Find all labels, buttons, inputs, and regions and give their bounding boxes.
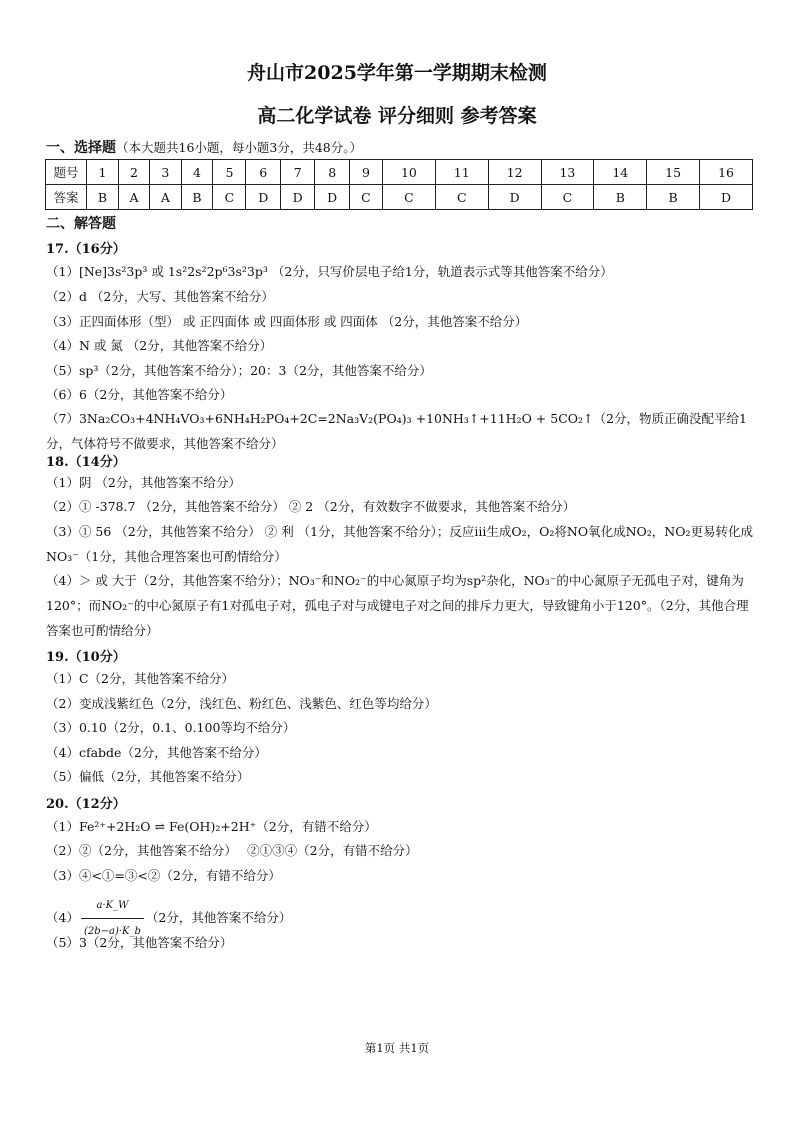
answer-cell: C (213, 185, 246, 210)
question-number: 8 (315, 160, 349, 185)
q19-answer-5: （5）偏低（2分，其他答案不给分） (46, 769, 250, 784)
answer-table-row-label: 答案 (46, 185, 87, 210)
q20-heading: 20.（12分） (46, 797, 126, 812)
document-title: 舟山市2025学年第一学期期末检测 (247, 62, 547, 84)
q17-answer-6: （6）6（2分，其他答案不给分） (46, 387, 233, 402)
answer-table (45, 159, 753, 210)
answer-table-answer-row (46, 185, 753, 210)
q19-heading: 19.（10分） (46, 650, 126, 665)
q19-answer-4: （4）cfabde（2分，其他答案不给分） (46, 745, 267, 760)
fraction-numerator: a·K_W (81, 893, 144, 919)
question-number: 7 (280, 160, 314, 185)
answer-cell: D (315, 185, 349, 210)
q18-answer-2: （2）① -378.7 （2分，其他答案不给分） ② 2 （2分，有效数字不做要求，其他答案不给分） (46, 499, 576, 514)
answer-table-row-label: 题号 (46, 160, 87, 185)
question-number: 3 (150, 160, 181, 185)
section1-note: （本大题共16小题，每小题3分，共48分。） (116, 140, 363, 155)
question-number: 2 (118, 160, 149, 185)
q17-answer-7: （7）3Na₂CO₃+4NH₄VO₃+6NH₄H₂PO₄+2C=2Na₃V₂(PO₄)₃ +10NH₃↑+11H₂O + 5CO₂↑（2分，物质正确没配平给1分，气体符号不做要求，其他答案不给分） (46, 411, 747, 451)
q20-answer-5: （5）3（2分，其他答案不给分） (46, 935, 233, 950)
answer-table-number-row (46, 160, 753, 185)
q17-answer-5: （5）sp³（2分，其他答案不给分）；20：3（2分，其他答案不给分） (46, 363, 432, 378)
question-number: 14 (594, 160, 647, 185)
answer-cell: A (150, 185, 181, 210)
page-footer: 第1页 共1页 (364, 1041, 430, 1055)
question-number: 4 (181, 160, 213, 185)
document-subtitle: 高二化学试卷 评分细则 参考答案 (257, 105, 537, 127)
q20-answer-1 (46, 814, 756, 839)
question-number: 9 (349, 160, 382, 185)
q19-answer-3: （3）0.10（2分，0.1、0.100等均不给分） (46, 720, 296, 735)
equilibrium-arrow-icon: ⇌ (154, 819, 166, 834)
question-number: 1 (87, 160, 119, 185)
q17-heading: 17.（16分） (46, 242, 126, 257)
q20-answer-3: （3）④<①=③<②（2分，有错不给分） (46, 868, 281, 883)
q17-answer-2: （2）d （2分，大写、其他答案不给分） (46, 289, 274, 304)
q20-answer-4-prefix: （4） (46, 910, 79, 925)
q17-answer-1: （1）[Ne]3s²3p³ 或 1s²2s²2p⁶3s²3p³ （2分，只写价层电子给1分，轨道表示式等其他答案不给分） (46, 264, 613, 279)
answer-cell: D (280, 185, 314, 210)
q17-answer-4: （4）N 或 氮 （2分，其他答案不给分） (46, 338, 273, 353)
q20-answer-1-left: （1）Fe²⁺+2H₂O (46, 819, 151, 834)
answer-cell: B (181, 185, 213, 210)
answer-cell: B (87, 185, 119, 210)
answer-cell: C (349, 185, 382, 210)
q20-answer-2: （2）②（2分，其他答案不给分） ②①③④（2分，有错不给分） (46, 843, 418, 858)
question-number: 5 (213, 160, 246, 185)
q17-answer-3: （3）正四面体形（型） 或 正四面体 或 四面体形 或 四面体 （2分，其他答案不给分） (46, 314, 528, 329)
question-number: 15 (647, 160, 700, 185)
section2-heading: 二、解答题 (46, 216, 116, 232)
section1-heading-text: 一、选择题 (46, 140, 116, 156)
q19-answer-2: （2）变成浅紫红色（2分，浅红色、粉红色、浅紫色、红色等均给分） (46, 696, 437, 711)
section1-heading (46, 137, 362, 157)
answer-cell: B (647, 185, 700, 210)
question-number: 10 (382, 160, 435, 185)
question-number: 16 (700, 160, 753, 185)
answer-cell: C (382, 185, 435, 210)
q20-answer-4-suffix: （2分，其他答案不给分） (145, 910, 292, 925)
question-number: 13 (541, 160, 594, 185)
q18-answer-3: （3）① 56 （2分，其他答案不给分） ② 利 （1分，其他答案不给分）；反应iii生成O₂，O₂将NO氧化成NO₂，NO₂更易转化成NO₃⁻（1分，其他合理答案也可酌情给分） (46, 524, 753, 564)
answer-cell: A (118, 185, 149, 210)
answer-cell: D (700, 185, 753, 210)
answer-cell: B (594, 185, 647, 210)
question-number: 12 (488, 160, 541, 185)
answer-cell: C (435, 185, 488, 210)
question-number: 11 (435, 160, 488, 185)
answer-cell: D (488, 185, 541, 210)
q20-answer-1-right: Fe(OH)₂+2H⁺（2分，有错不给分） (169, 819, 377, 834)
answer-cell: C (541, 185, 594, 210)
q18-answer-1: （1）阴 （2分，其他答案不给分） (46, 475, 241, 490)
q18-heading: 18.（14分） (46, 455, 126, 470)
answer-cell: D (246, 185, 280, 210)
q18-answer-4: （4）＞ 或 大于（2分，其他答案不给分）；NO₃⁻和NO₂⁻的中心氮原子均为sp²杂化，NO₃⁻的中心氮原子无孤电子对，键角为120°；而NO₂⁻的中心氮原子有1对孤电子对，孤电子对与成键电子对之间的排斥力更大，导致键角小于120°。（2分，其他合理答案也可酌情给分） (46, 573, 749, 638)
fraction-denominator: (2b−a)·K_b (83, 926, 141, 937)
question-number: 6 (246, 160, 280, 185)
q19-answer-1: （1）C（2分，其他答案不给分） (46, 671, 234, 686)
